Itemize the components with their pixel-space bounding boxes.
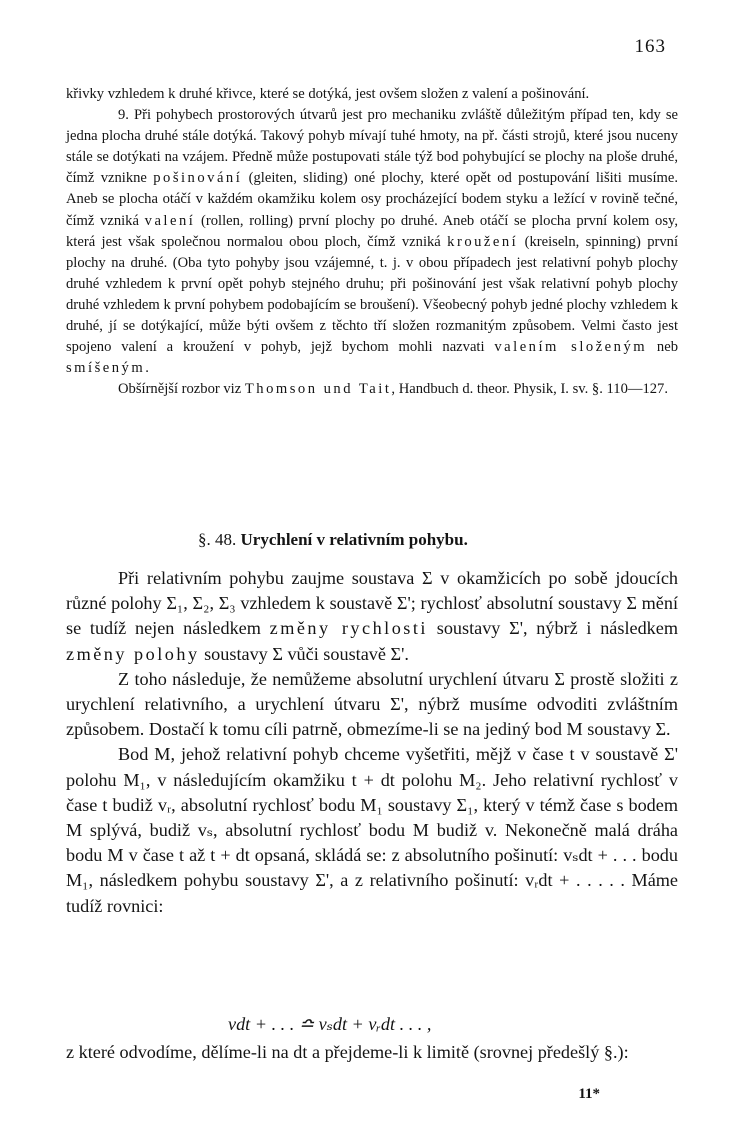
section-title: Urychlení v relativním pohybu.: [240, 530, 468, 549]
section-heading: [198, 530, 468, 550]
equation: vdt + . . . ≏ vₛdt + vᵣdt . . . ,: [228, 1014, 432, 1034]
closing-text: [66, 1040, 678, 1065]
paragraph-9: 9. Při pohybech prostorových útvarů jest pro mechaniku zvláště důležitým případ ten, kdy se jedna plocha druhé stále dotýká. Takový pohyb mívají tuhé hmoty, na př. části strojů, které jsou nuceny stále se dotýkati na vzájem. Předně může postupovati stále týž bod pohybující se plochy na ploše druhé, čímž vznikne pošinování (gleiten, sliding) oné plochy, které opět od postupování lišiti musíme. Aneb se plocha otáčí v každém okamžiku kolem osy procházející bodem styku a ležící v rovině tečné, čímž vzniká valení (rollen, rolling) první plochy po druhé. Aneb otáčí se plocha první kolem osy, která jest však společnou normalou obou ploch, čímž vzniká kroužení (kreiseln, spinning) první plochy na druhé. (Oba tyto pohyby jsou vzájemné, t. j. v obou případech jest relativní pohyb plochy druhé vzhledem k první opět pohyb stejného druhu; při pošinování jest však relativní pohyb plochy druhé vzhledem k první pohybem podobajícím se broušení). Všeobecný pohyb jedné plochy vzhledem k druhé, jí se dotýkající, může býti ovšem z těchto tří složen rozmanitým způsobem. Velmi často jest spojeno valení a kroužení v pohyb, jejž bychom mohli nazvati valením složeným neb smíšeným.: [66, 107, 678, 377]
page-number: 163: [634, 36, 666, 57]
top-block: [66, 84, 678, 400]
section-number: §. 48.: [198, 530, 237, 549]
paragraph-4: z které odvodíme, dělíme-li na dt a přejdeme-li k limitě (srovnej předešlý §.):: [66, 1042, 629, 1062]
paragraph-3: Bod M, jehož relativní pohyb chceme vyšetřiti, mějž v čase t v soustavě Σ' polohu M₁, v následujícím okamžiku t + dt polohu M₂. Jeho relativní rychlosť v čase t budiž vᵣ, absolutní rychlosť bodu M₁ soustavy Σ₁, který v témž čase s bodem M splývá, budiž vₛ, absolutní rychlosť bodu M budiž v. Nekonečně malá dráha bodu M v čase t až t + dt opsaná, skládá se: z absolutního pošinutí: vₛdt + . . . bodu M₁, následkem pohybu soustavy Σ', a z relativního pošinutí: vᵣdt + . . . . . Máme tudíž rovnici:: [66, 744, 678, 916]
paragraph-1: Při relativním pohybu zaujme soustava Σ v okamžicích po sobě jdoucích různé polohy Σ₁, Σ₂, Σ₃ vzhledem k soustavě Σ'; rychlosť absolutní soustavy Σ mění se tudíž nejen následkem změny rychlosti soustavy Σ', nýbrž i následkem změny polohy soustavy Σ vůči soustavě Σ'.: [66, 568, 678, 664]
paragraph-continuation: křivky vzhledem k druhé křivce, které se dotýká, jest ovšem složen z valení a pošinování.: [66, 86, 590, 102]
paragraph-2: Z toho následuje, že nemůžeme absolutní urychlení útvaru Σ prostě složiti z urychlení relativního, a urychlení útvaru Σ', nýbrž musíme odvoditi zvláštním způsobem. Dostačí k tomu cíli patrně, obmezíme-li se na jediný bod M soustavy Σ.: [66, 668, 678, 740]
signature-mark: 11*: [578, 1086, 600, 1102]
section-body: [66, 566, 678, 919]
reference-paragraph: Obšírnější rozbor viz Thomson und Tait, Handbuch d. theor. Physik, I. sv. §. 110—127.: [118, 381, 668, 398]
